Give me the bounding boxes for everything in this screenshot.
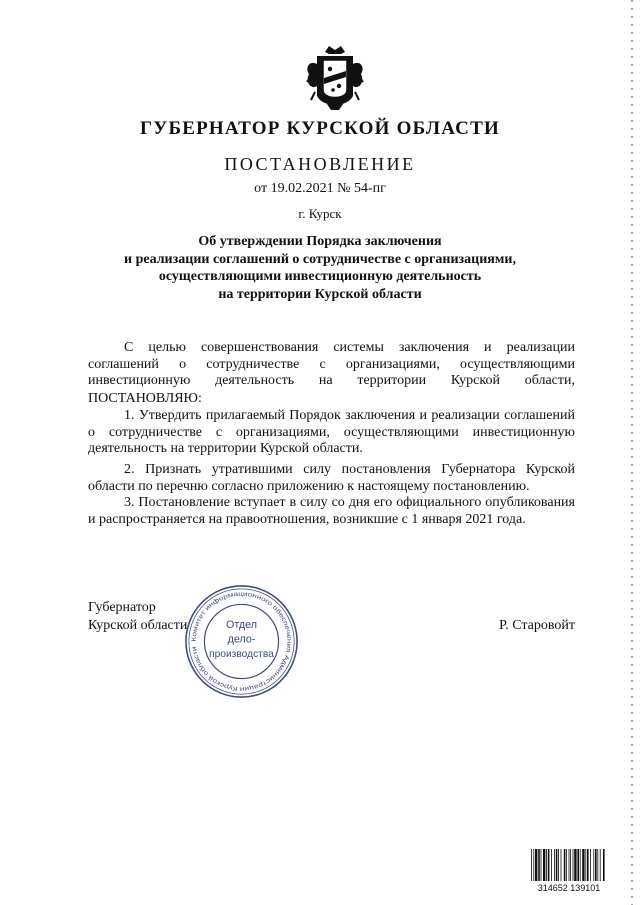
barcode-bar: [573, 849, 574, 881]
barcode-bar: [569, 849, 570, 881]
barcode-bar: [546, 849, 547, 881]
stamp-center-line: Отдел: [225, 618, 258, 631]
decree-item-3: 3. Постановление вступает в силу со дня его официального опубликования и распространяется на правоотношения, возникшие с 1 января 2021 года.: [88, 495, 575, 527]
barcode-bar: [541, 849, 542, 881]
barcode-bar: [570, 849, 571, 881]
barcode-bar: [585, 849, 586, 881]
decree-word: ПОСТАНОВЛЯЮ:: [88, 391, 202, 406]
barcode-bar: [582, 849, 584, 881]
signer-position: [88, 599, 187, 634]
coat-of-arms-icon: [303, 42, 367, 114]
place-of-issue: г. Курск: [298, 206, 342, 221]
barcode-bar: [580, 849, 581, 881]
barcode-bar: [551, 849, 552, 881]
barcode-bar: [600, 849, 601, 881]
barcode-bar: [577, 849, 579, 881]
barcode-bar: [590, 849, 591, 881]
barcode-bar: [533, 849, 534, 881]
document-type: ПОСТАНОВЛЕНИЕ: [224, 154, 416, 174]
issuing-authority: ГУБЕРНАТОР КУРСКОЙ ОБЛАСТИ: [140, 118, 500, 139]
barcode-number: 314652 139101: [537, 883, 601, 893]
decree-item-2: 2. Признать утратившими силу постановления Губернатора Курской области по перечню согласно приложению к настоящему постановлению.: [88, 462, 575, 494]
stamp-center-line: производства: [209, 649, 274, 661]
barcode-bars: [531, 849, 605, 881]
barcode-bar: [566, 849, 567, 881]
barcode-bar: [593, 849, 594, 881]
barcode-bar: [564, 849, 566, 881]
barcode-bar: [587, 849, 589, 881]
signer-position-line: Курской области: [88, 617, 188, 633]
date-and-number: от 19.02.2021 № 54-пг: [254, 181, 386, 196]
barcode-bar: [595, 849, 597, 881]
barcode-bar: [538, 849, 540, 881]
barcode-bar: [574, 849, 576, 881]
title-line: и реализации соглашений о сотрудничестве с организациями,: [124, 251, 516, 267]
office-stamp: [183, 583, 300, 700]
barcode-bar: [556, 849, 558, 881]
barcode: [529, 848, 609, 893]
barcode-bar: [561, 849, 562, 881]
barcode-bar: [548, 849, 550, 881]
barcode-bar: [603, 849, 605, 881]
barcode-bar: [597, 849, 598, 881]
stamp-center-line: дело-: [227, 633, 256, 646]
title-line: Об утверждении Порядка заключения: [198, 234, 442, 249]
barcode-bar: [535, 849, 537, 881]
binding-edge: [628, 0, 636, 905]
title-line: на территории Курской области: [218, 286, 422, 302]
signer-position-line: Губернатор: [88, 600, 156, 615]
decree-item-1: 1. Утвердить прилагаемый Порядок заключения и реализации соглашений о сотрудничестве с организациями, осуществляющими инвестиционную деятельность на территории Курской области.: [88, 408, 575, 456]
barcode-bar: [558, 849, 559, 881]
signer-name: Р. Старовойт: [499, 618, 575, 633]
document-title: [0, 233, 640, 303]
preamble-paragraph: С целью совершенствования системы заключения и реализации соглашений о сотрудничестве с организациями, осуществляющими инвестиционную деятельность на территории Курской области,: [88, 340, 575, 388]
stamp-ring-text: Комитет информационного обеспечения Администрации Курской области: [190, 590, 293, 693]
barcode-bar: [554, 849, 555, 881]
barcode-bar: [543, 849, 545, 881]
barcode-bar: [531, 849, 532, 881]
title-line: осуществляющими инвестиционную деятельность: [158, 269, 482, 284]
